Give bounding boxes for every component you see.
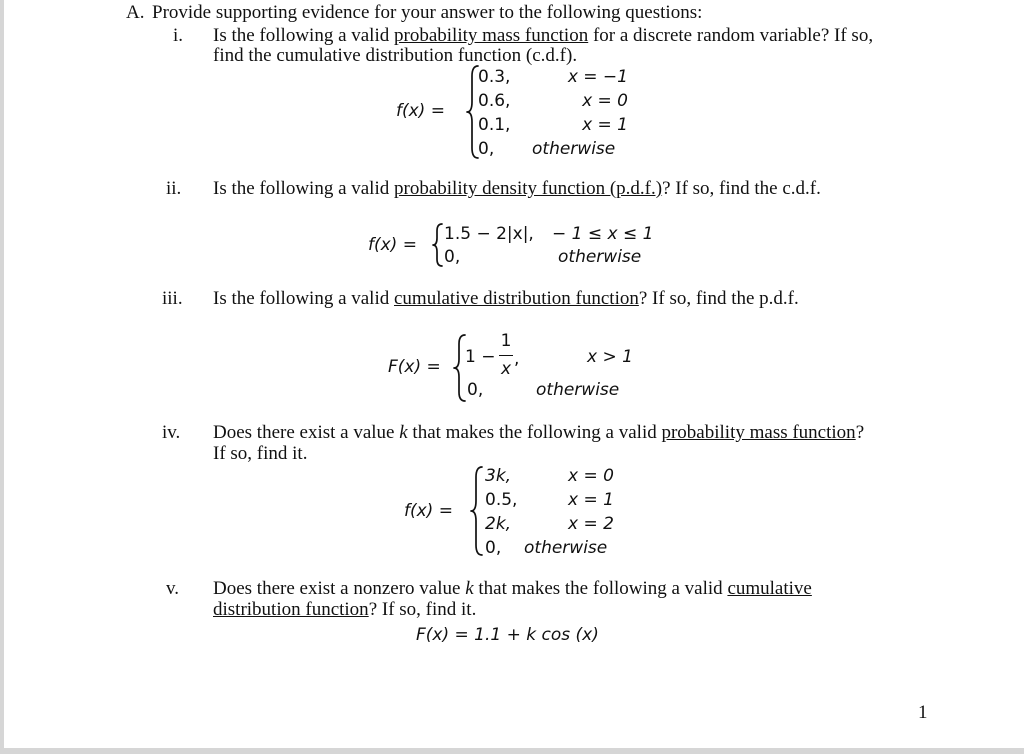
q2-case-value-1: 1.5 − 2|x|, <box>444 224 534 244</box>
variable-k-2: k <box>465 578 474 599</box>
q4-case-cond-4: otherwise <box>524 538 608 558</box>
q2-case-cond-2: otherwise <box>558 247 642 267</box>
question-iv-line-1: Does there exist a value k that makes the following a valid probability mass function? <box>213 422 865 443</box>
cumulative-term: cumulative <box>727 578 812 599</box>
q3-fraction-numerator: 1 <box>500 331 512 351</box>
question-number-iv: iv. <box>162 422 181 443</box>
question-iii-line-1: Is the following a valid cumulative distribution function? If so, find the p.d.f. <box>213 288 799 309</box>
question-iv-line-2: If so, find it. <box>213 443 308 464</box>
q2-left-brace <box>432 222 444 268</box>
question-v-line-1: Does there exist a nonzero value k that makes the following a valid cumulative <box>213 578 812 599</box>
q4-case-value-3: 2k, <box>485 514 512 534</box>
pdf-term: probability density function (p.d.f.) <box>394 178 663 199</box>
page-frame-bottom <box>0 748 1024 754</box>
pmf-term: probability mass function <box>394 25 589 46</box>
q1-case-cond-1: x = −1 <box>567 67 628 87</box>
q1-case-value-1: 0.3, <box>478 67 511 87</box>
q2-case-cond-1: − 1 ≤ x ≤ 1 <box>552 224 654 244</box>
page-number: 1 <box>918 702 928 723</box>
q3-fraction-denominator: x <box>500 359 512 379</box>
q1-case-value-4: 0, <box>478 139 495 159</box>
q3-case-cond-1: x > 1 <box>587 347 633 367</box>
q4-case-cond-3: x = 2 <box>568 514 614 534</box>
q3-case-1-comma: , <box>514 349 520 369</box>
q1-case-cond-4: otherwise <box>532 139 616 159</box>
q1-case-value-2: 0.6, <box>478 91 511 111</box>
q3-case-1-prefix: 1 − <box>465 347 496 367</box>
cdf-term: cumulative distribution function <box>394 288 639 309</box>
q5-equation: F(x) = 1.1 + k cos (x) <box>416 625 599 645</box>
variable-k: k <box>399 422 408 443</box>
q3-case-cond-2: otherwise <box>536 380 620 400</box>
q1-case-value-3: 0.1, <box>478 115 511 135</box>
q4-case-cond-1: x = 0 <box>568 466 614 486</box>
q4-case-value-1: 3k, <box>485 466 512 486</box>
q1-case-cond-3: x = 1 <box>582 115 628 135</box>
q4-case-value-2: 0.5, <box>485 490 518 510</box>
question-number-iii: iii. <box>162 288 183 309</box>
q4-case-cond-2: x = 1 <box>568 490 614 510</box>
q3-case-value-2: 0, <box>467 380 484 400</box>
question-ii-line-1: Is the following a valid probability density function (p.d.f.)? If so, find the c.d.f. <box>213 178 821 199</box>
question-i-line-2: find the cumulative distribution function (c.d.f). <box>213 45 578 66</box>
section-label: A. <box>126 2 145 23</box>
q3-equation-lhs: F(x) = <box>388 357 441 377</box>
q1-case-cond-2: x = 0 <box>582 91 628 111</box>
question-number-ii: ii. <box>166 178 182 199</box>
question-number-v: v. <box>166 578 180 599</box>
page-frame-left <box>0 0 4 754</box>
q2-case-value-2: 0, <box>444 247 461 267</box>
q4-equation-lhs: f(x) = <box>404 501 453 521</box>
q4-left-brace <box>470 465 484 557</box>
question-i-line-1: Is the following a valid probability mass function for a discrete random variable? If so, <box>213 25 874 46</box>
question-number-i: i. <box>173 25 184 46</box>
distribution-function-term: distribution function <box>213 599 369 620</box>
q2-equation-lhs: f(x) = <box>368 235 417 255</box>
q1-equation-lhs: f(x) = <box>396 101 445 121</box>
pmf-term-2: probability mass function <box>661 422 856 443</box>
question-v-line-2: distribution function? If so, find it. <box>213 599 477 620</box>
q4-case-value-4: 0, <box>485 538 502 558</box>
section-intro: Provide supporting evidence for your answer to the following questions: <box>152 2 703 23</box>
